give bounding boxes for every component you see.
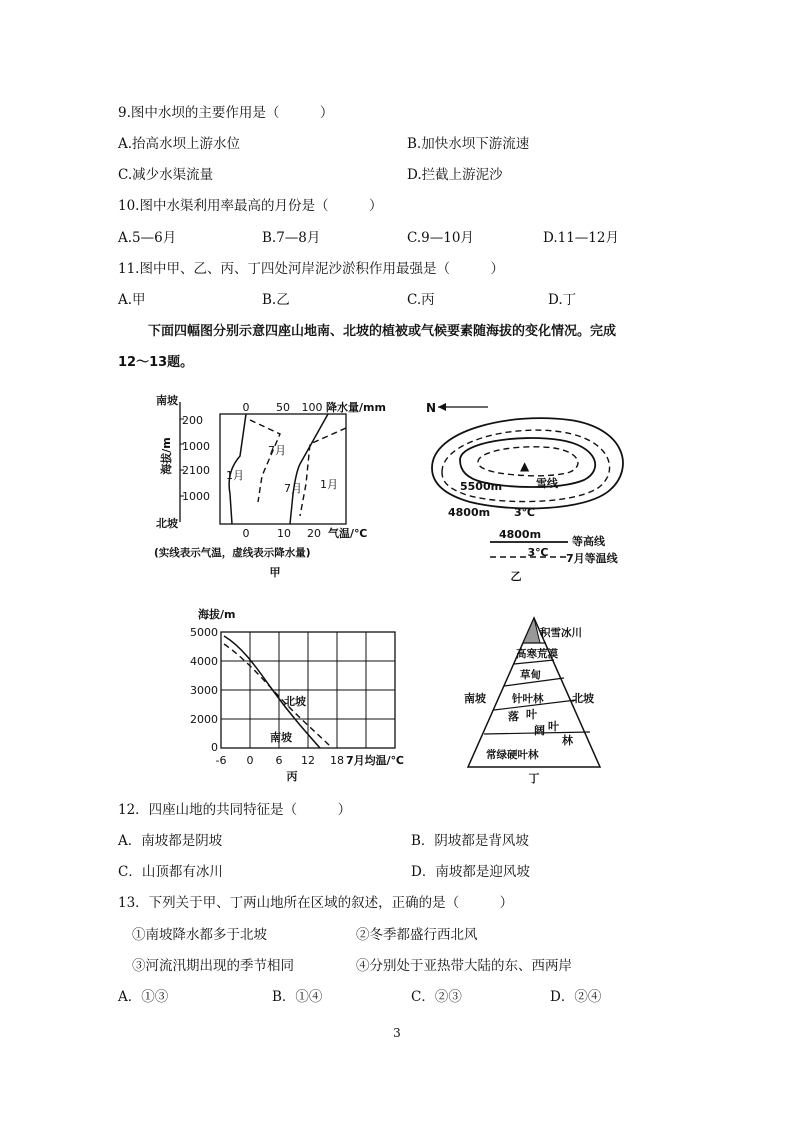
jia-south-label: 南坡 xyxy=(156,394,178,407)
question-12-option-c[interactable]: C．山顶都有冰川 xyxy=(118,864,223,880)
jia-bottom-tick-10: 10 xyxy=(277,527,291,540)
bing-axis-h: 7月均温/℃ xyxy=(346,754,404,767)
question-9-stem: 9.图中水坝的主要作用是（ ） xyxy=(118,105,334,121)
yi-legend-contour-label: 等高线 xyxy=(572,535,605,548)
jia-top-label: 降水量/mm xyxy=(326,401,386,414)
ding-zone-meadow: 草甸 xyxy=(520,669,541,681)
jia-north-label: 北坡 xyxy=(156,517,178,530)
yi-legend-iso-value: 3℃ xyxy=(527,546,549,559)
jia-label-july-2: 7月 xyxy=(284,482,302,495)
question-9-option-d[interactable]: D.拦截上游泥沙 xyxy=(407,167,503,183)
jia-top-tick-50: 50 xyxy=(276,401,290,414)
ding-zone-evergreen: 常绿硬叶林 xyxy=(486,749,539,761)
question-10-stem: 10.图中水渠利用率最高的月份是（ ） xyxy=(118,198,383,214)
question-9-option-a[interactable]: A.抬高水坝上游水位 xyxy=(118,136,241,152)
jia-dashed-curve-left xyxy=(250,420,280,502)
figure-yi xyxy=(420,390,650,585)
question-13-stem: 13．下列关于甲、丁两山地所在区域的叙述，正确的是（ ） xyxy=(118,895,514,911)
jia-tick-v-4: 1000 xyxy=(182,490,210,503)
ding-zone-glacier: 积雪冰川 xyxy=(540,627,582,639)
jia-top-tick-100: 100 xyxy=(301,401,323,414)
jia-tick-v-3: 2100 xyxy=(182,464,210,477)
yi-label-4800: 4800m xyxy=(448,506,491,519)
question-13-item-1: ①南坡降水都多于北坡 xyxy=(132,927,267,943)
ding-zone-ye-1: 叶 xyxy=(526,708,537,721)
figure-bing xyxy=(180,604,420,784)
jia-bottom-tick-20: 20 xyxy=(307,527,321,540)
jia-tick-v-2: 1000 xyxy=(182,440,210,453)
yi-legend-contour-value: 4800m xyxy=(498,528,542,541)
jia-label-jan-2: 1月 xyxy=(320,478,338,491)
question-10-option-c[interactable]: C.9—10月 xyxy=(407,230,474,246)
intro-line-1: 下面四幅图分别示意四座山地南、北坡的植被或气候要素随海拔的变化情况。完成 xyxy=(148,324,617,339)
bing-caption: 丙 xyxy=(286,770,298,783)
question-12-stem: 12．四座山地的共同特征是（ ） xyxy=(118,802,352,818)
figure-jia xyxy=(150,384,400,584)
question-13-item-3: ③河流汛期出现的季节相同 xyxy=(132,958,294,974)
question-11-option-a[interactable]: A.甲 xyxy=(118,292,146,308)
bing-tick-h-4: 12 xyxy=(301,754,315,767)
bing-tick-5000: 5000 xyxy=(190,626,218,639)
bing-tick-h-3: 6 xyxy=(275,754,283,767)
question-13-option-a[interactable]: A．①③ xyxy=(118,989,169,1005)
ding-glacier-zone xyxy=(523,618,540,643)
question-12-option-a[interactable]: A．南坡都是阴坡 xyxy=(118,833,223,849)
question-13-option-b[interactable]: B．①④ xyxy=(272,989,323,1005)
intro-line-2: 12～13题。 xyxy=(118,355,194,370)
ding-zone-conifer: 针叶林 xyxy=(512,693,544,705)
ding-caption: 丁 xyxy=(528,772,540,784)
jia-solid-curve-right xyxy=(290,414,328,524)
bing-north-label: 北坡 xyxy=(284,695,306,708)
question-13-option-d[interactable]: D．②④ xyxy=(550,989,602,1005)
question-12-option-d[interactable]: D．南坡都是迎风坡 xyxy=(411,864,530,880)
ding-zone-kuo: 阔 xyxy=(534,724,545,737)
bing-tick-2000: 2000 xyxy=(190,713,218,726)
yi-caption: 乙 xyxy=(510,570,522,583)
question-13-item-2: ②冬季都盛行西北风 xyxy=(356,927,478,943)
ding-zone-lin: 林 xyxy=(562,734,573,747)
question-11-option-b[interactable]: B.乙 xyxy=(262,292,290,308)
bing-axis-v: 海拔/m xyxy=(198,608,236,621)
question-10-option-a[interactable]: A.5—6月 xyxy=(118,230,177,246)
jia-axis-v: 海拔/m xyxy=(160,437,173,475)
yi-north-label: N xyxy=(426,401,437,415)
yi-label-5500: 5500m xyxy=(460,480,503,493)
ding-zone-luo: 落 xyxy=(508,710,519,723)
ding-zone-ye-2: 叶 xyxy=(548,720,559,733)
question-12-option-b[interactable]: B．阴坡都是背风坡 xyxy=(411,833,529,849)
figure-ding xyxy=(460,612,610,784)
page-number: 3 xyxy=(393,1026,401,1040)
bing-tick-3000: 3000 xyxy=(190,684,218,697)
bing-south-label: 南坡 xyxy=(270,731,292,744)
bing-tick-0: 0 xyxy=(211,741,218,754)
question-11-stem: 11.图中甲、乙、丙、丁四处河岸泥沙淤积作用最强是（ ） xyxy=(118,261,504,277)
ding-north-label: 北坡 xyxy=(572,692,594,705)
jia-note: (实线表示气温，虚线表示降水量) xyxy=(154,547,311,559)
question-11-option-c[interactable]: C.丙 xyxy=(407,292,435,308)
jia-label-jan-1: 1月 xyxy=(226,469,244,482)
question-10-option-d[interactable]: D.11—12月 xyxy=(543,230,619,246)
ding-south-label: 南坡 xyxy=(464,692,486,705)
jia-top-tick-0: 0 xyxy=(242,401,250,414)
bing-tick-h-1: -6 xyxy=(215,754,227,767)
question-11-option-d[interactable]: D.丁 xyxy=(548,292,577,308)
jia-bottom-tick-0: 0 xyxy=(242,527,250,540)
yi-legend-iso-label: 7月等温线 xyxy=(566,552,618,565)
jia-label-july-1: 7月 xyxy=(268,444,286,457)
bing-tick-h-5: 18 xyxy=(330,754,344,767)
jia-tick-v-1: 200 xyxy=(182,414,203,427)
question-9-option-b[interactable]: B.加快水坝下游流速 xyxy=(407,136,530,152)
yi-label-3c: 3℃ xyxy=(514,506,535,519)
yi-label-snow: 雪线 xyxy=(536,477,558,490)
bing-tick-4000: 4000 xyxy=(190,655,218,668)
jia-caption: 甲 xyxy=(269,566,281,579)
question-10-option-b[interactable]: B.7—8月 xyxy=(262,230,321,246)
question-13-option-c[interactable]: C．②③ xyxy=(411,989,462,1005)
jia-dashed-curve-right xyxy=(300,428,346,516)
question-9-option-c[interactable]: C.减少水渠流量 xyxy=(118,167,214,183)
yi-peak-icon: ▲ xyxy=(520,459,530,473)
question-13-item-4: ④分别处于亚热带大陆的东、西两岸 xyxy=(356,958,572,974)
ding-zone-desert: 高寒荒漠 xyxy=(516,648,558,660)
jia-bottom-label: 气温/℃ xyxy=(328,527,368,540)
bing-tick-h-2: 0 xyxy=(246,754,254,767)
